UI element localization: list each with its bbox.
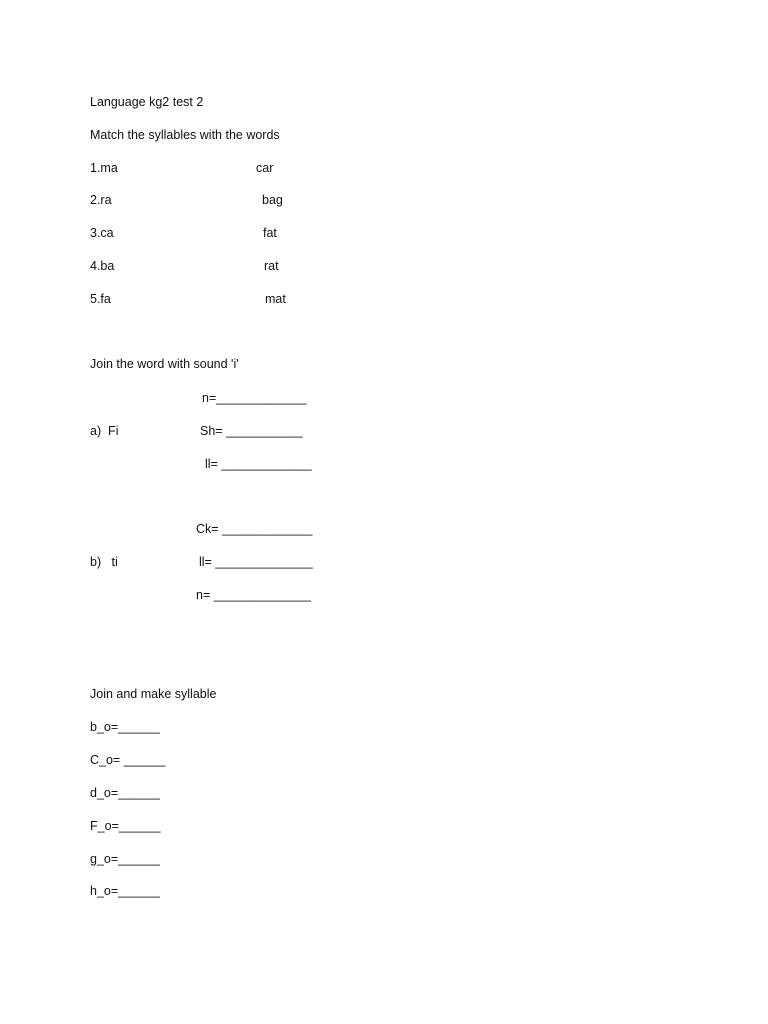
syllable-blank: b_o=______ xyxy=(90,720,160,734)
ending-blank: n= ______________ xyxy=(196,588,312,602)
item-a-label: a) Fi xyxy=(90,424,119,438)
ending-blank: n=_____________ xyxy=(202,391,307,405)
join-sound-heading: Join the word with sound 'i' xyxy=(90,357,239,371)
word-item: rat xyxy=(264,259,279,273)
match-heading: Match the syllables with the words xyxy=(90,128,280,142)
ending-blank: ll= _____________ xyxy=(205,457,312,471)
syllable-item: 5.fa xyxy=(90,292,111,306)
ending-blank: Ck= _____________ xyxy=(196,522,313,536)
page-title: Language kg2 test 2 xyxy=(90,95,204,109)
syllable-blank: g_o=______ xyxy=(90,852,160,866)
syllable-item: 1.ma xyxy=(90,161,118,175)
word-item: mat xyxy=(265,292,286,306)
word-item: fat xyxy=(263,226,277,240)
syllable-item: 3.ca xyxy=(90,226,114,240)
item-b-label: b) ti xyxy=(90,555,118,569)
syllable-item: 4.ba xyxy=(90,259,115,273)
syllable-blank: d_o=______ xyxy=(90,786,160,800)
syllable-blank: C_o= ______ xyxy=(90,753,166,767)
ending-blank: Sh= ___________ xyxy=(200,424,303,438)
join-syllable-heading: Join and make syllable xyxy=(90,687,217,701)
syllable-item: 2.ra xyxy=(90,193,112,207)
ending-blank: ll= ______________ xyxy=(199,555,313,569)
word-item: car xyxy=(256,161,274,175)
word-item: bag xyxy=(262,193,283,207)
syllable-blank: h_o=______ xyxy=(90,884,160,898)
syllable-blank: F_o=______ xyxy=(90,819,161,833)
